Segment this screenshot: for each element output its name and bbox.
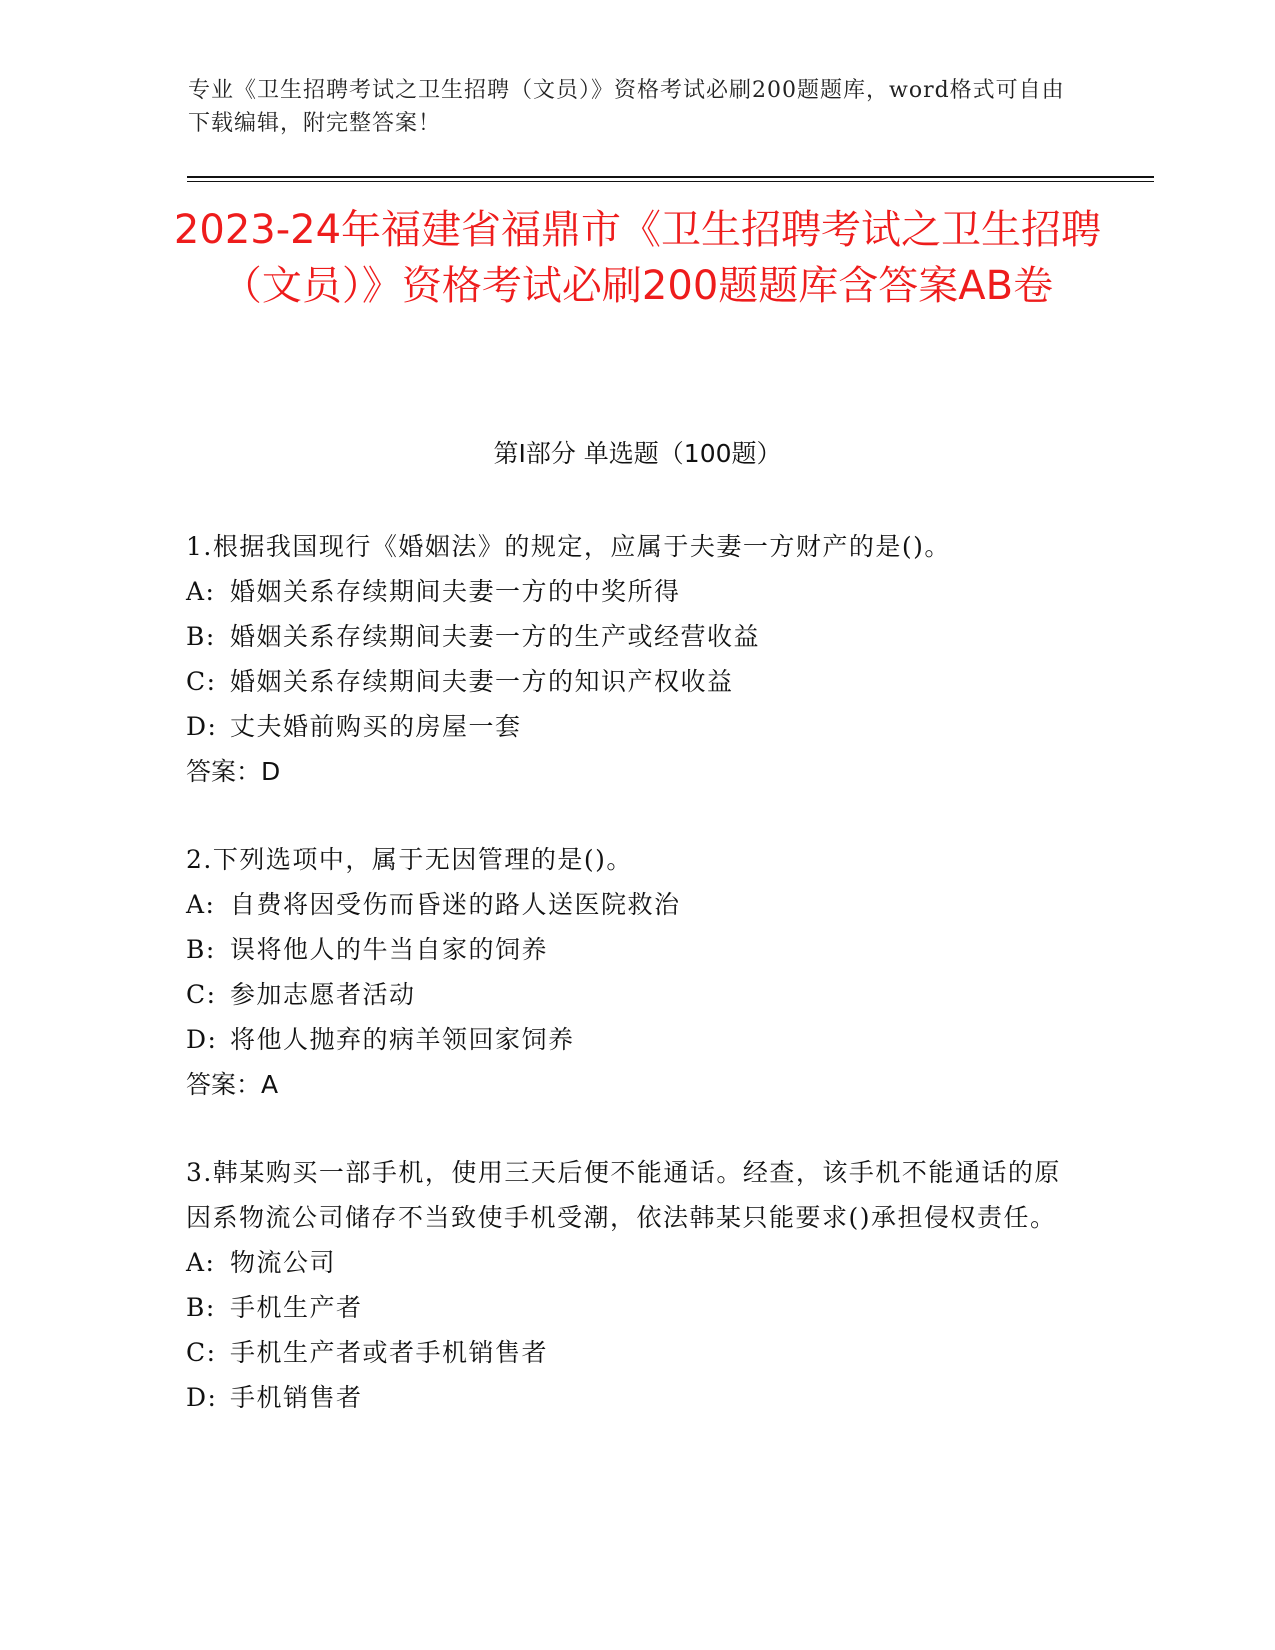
- option-letter: A:: [186, 1248, 216, 1277]
- option-letter: B:: [186, 1293, 216, 1322]
- question-2: [186, 837, 1066, 1107]
- option-text: 将他人抛弃的病羊领回家饲养: [230, 1025, 575, 1054]
- option-letter: D:: [186, 1025, 218, 1054]
- option-letter: B:: [186, 622, 216, 651]
- question-1: [186, 524, 1066, 794]
- header-divider: [187, 176, 1154, 178]
- option-text: 手机生产者: [230, 1293, 363, 1322]
- option-a: [186, 1240, 1066, 1285]
- header-note: 专业《卫生招聘考试之卫生招聘（文员）》资格考试必刷200题题库，word格式可自由下载编辑，附完整答案！: [188, 78, 1065, 136]
- option-a: [186, 882, 1066, 927]
- answer-line: 答案：A: [186, 1070, 279, 1099]
- option-letter: C:: [186, 1338, 217, 1367]
- option-text: 自费将因受伤而昏迷的路人送医院救治: [230, 890, 681, 919]
- option-text: 参加志愿者活动: [230, 980, 416, 1009]
- question-stem: 3.韩某购买一部手机，使用三天后便不能通话。经查，该手机不能通话的原因系物流公司储存不当致使手机受潮，依法韩某只能要求()承担侵权责任。: [186, 1158, 1061, 1232]
- option-text: 婚姻关系存续期间夫妻一方的知识产权收益: [230, 667, 734, 696]
- option-b: [186, 927, 1066, 972]
- option-letter: D:: [186, 712, 218, 741]
- option-d: [186, 1375, 1066, 1420]
- option-text: 手机生产者或者手机销售者: [230, 1338, 549, 1367]
- option-text: 婚姻关系存续期间夫妻一方的中奖所得: [230, 577, 681, 606]
- document-title: 2023-24年福建省福鼎市《卫生招聘考试之卫生招聘（文员）》资格考试必刷200题题库含答案AB卷: [173, 207, 1102, 309]
- option-text: 婚姻关系存续期间夫妻一方的生产或经营收益: [230, 622, 761, 651]
- option-d: [186, 704, 1066, 749]
- option-d: [186, 1017, 1066, 1062]
- option-c: [186, 659, 1066, 704]
- option-c: [186, 972, 1066, 1017]
- option-text: 误将他人的牛当自家的饲养: [230, 935, 549, 964]
- option-text: 物流公司: [230, 1248, 337, 1277]
- option-letter: D:: [186, 1383, 218, 1412]
- section-title: 第Ⅰ部分 单选题（100题）: [493, 439, 782, 468]
- option-a: [186, 569, 1066, 614]
- option-letter: C:: [186, 667, 217, 696]
- option-text: 丈夫婚前购买的房屋一套: [230, 712, 522, 741]
- option-letter: B:: [186, 935, 216, 964]
- header-divider-thin: [187, 181, 1154, 182]
- option-letter: A:: [186, 577, 216, 606]
- question-3: [186, 1150, 1066, 1420]
- question-stem: 1.根据我国现行《婚姻法》的规定，应属于夫妻一方财产的是()。: [186, 532, 951, 561]
- option-b: [186, 614, 1066, 659]
- option-c: [186, 1330, 1066, 1375]
- option-text: 手机销售者: [230, 1383, 363, 1412]
- option-letter: A:: [186, 890, 216, 919]
- option-letter: C:: [186, 980, 217, 1009]
- answer-line: 答案：D: [186, 757, 281, 786]
- question-stem: 2.下列选项中，属于无因管理的是()。: [186, 845, 633, 874]
- option-b: [186, 1285, 1066, 1330]
- question-list: [186, 524, 1066, 1463]
